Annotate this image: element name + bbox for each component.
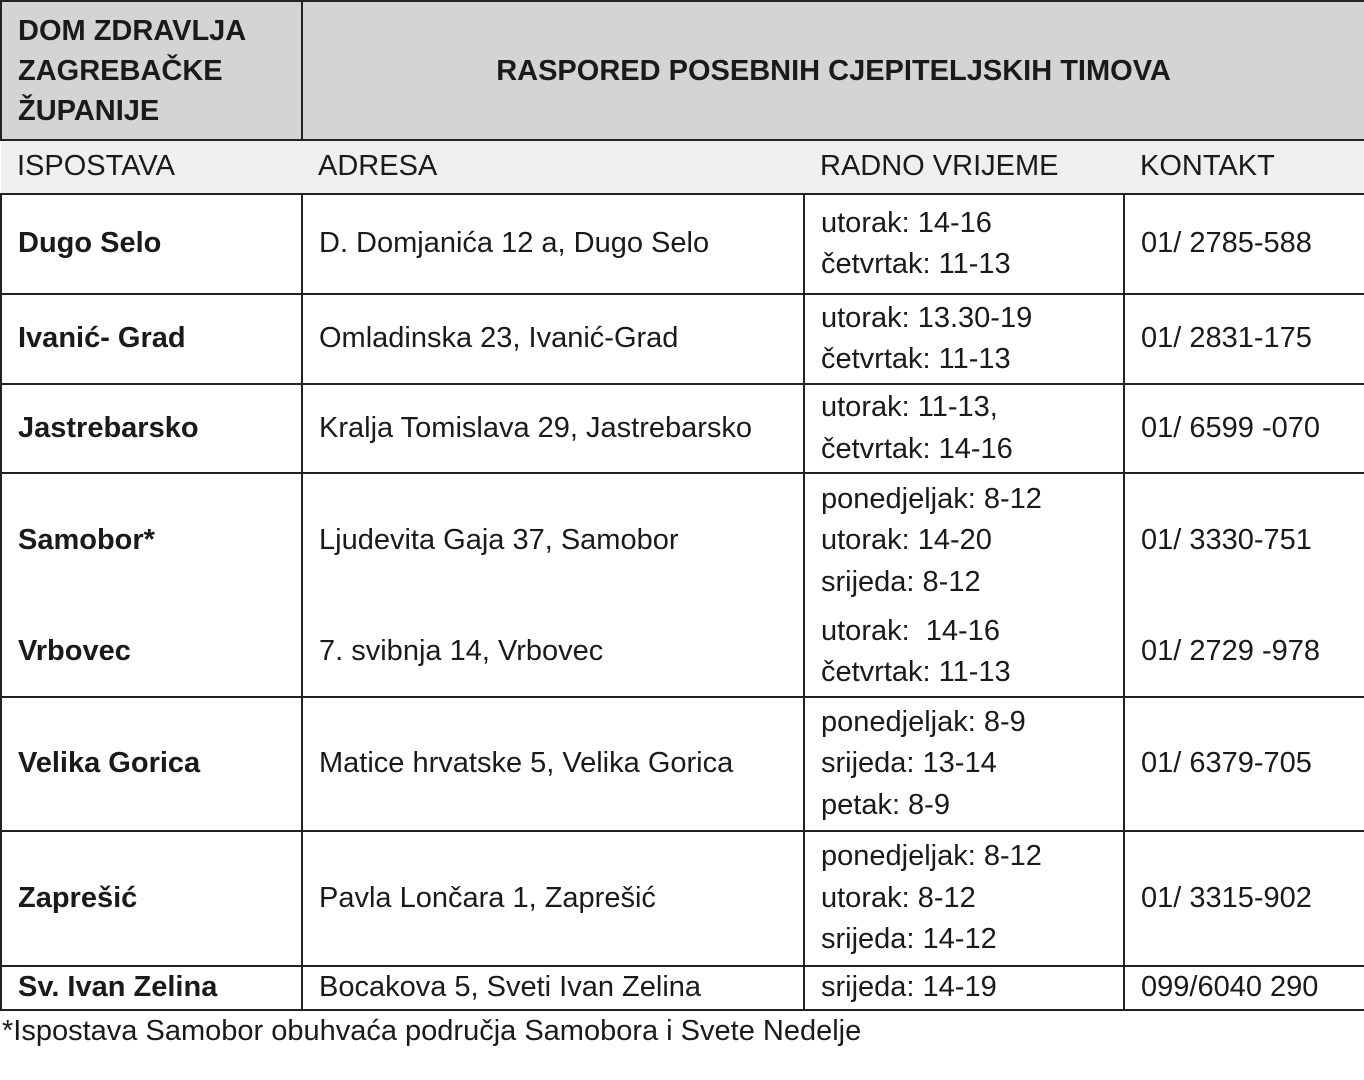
table-row (1, 473, 1364, 608)
contact-cell: 01/ 2831-175 (1124, 294, 1364, 384)
hours-line: srijeda: 14-12 (821, 923, 997, 956)
title-row (1, 1, 1364, 140)
address-cell: Omladinska 23, Ivanić-Grad (302, 294, 804, 384)
branch-cell: Vrbovec (1, 608, 302, 697)
column-header-hours: RADNO VRIJEME (804, 140, 1124, 194)
contact-cell: 01/ 3330-751 (1124, 473, 1364, 608)
branch-cell: Jastrebarsko (1, 384, 302, 473)
contact-cell: 01/ 6599 -070 (1124, 384, 1364, 473)
branch-cell: Sv. Ivan Zelina (1, 966, 302, 1010)
hours-line: ponedjeljak: 8-12 (821, 482, 1042, 515)
hours-cell (804, 194, 1124, 294)
branch-cell: Zaprešić (1, 831, 302, 966)
org-line: ZAGREBAČKE (18, 54, 223, 87)
hours-line: četvrtak: 11-13 (821, 248, 1011, 280)
contact-cell: 01/ 6379-705 (1124, 697, 1364, 831)
address-cell: Kralja Tomislava 29, Jastrebarsko (302, 384, 804, 473)
hours-line: utorak: 14-20 (821, 524, 992, 557)
table-row (1, 608, 1364, 697)
org-line: ŽUPANIJE (18, 94, 160, 127)
hours-line: utorak: 14-16 (821, 206, 992, 239)
table-row (1, 831, 1364, 966)
contact-cell: 01/ 3315-902 (1124, 831, 1364, 966)
hours-line: četvrtak: 11-13 (821, 343, 1011, 375)
contact-cell: 01/ 2729 -978 (1124, 608, 1364, 697)
branch-cell: Samobor* (1, 473, 302, 608)
hours-cell (804, 697, 1124, 831)
table-row (1, 294, 1364, 384)
hours-cell (804, 294, 1124, 384)
hours-cell (804, 966, 1124, 1010)
hours-line: utorak: 13.30-19 (821, 301, 1033, 334)
address-cell: Ljudevita Gaja 37, Samobor (302, 473, 804, 608)
column-header-row (1, 140, 1364, 194)
hours-line: četvrtak: 14-16 (821, 432, 1013, 465)
table-row (1, 384, 1364, 473)
branch-cell: Ivanić- Grad (1, 294, 302, 384)
address-cell: 7. svibnja 14, Vrbovec (302, 608, 804, 697)
hours-line: utorak: 11-13, (821, 391, 998, 423)
hours-cell (804, 608, 1124, 697)
hours-line: utorak: 8-12 (821, 881, 976, 914)
contact-cell: 099/6040 290 (1124, 966, 1364, 1010)
address-cell: Matice hrvatske 5, Velika Gorica (302, 697, 804, 831)
address-cell: Pavla Lončara 1, Zaprešić (302, 831, 804, 966)
column-header-address: ADRESA (302, 140, 804, 194)
table-title: RASPORED POSEBNIH CJEPITELJSKIH TIMOVA (302, 1, 1364, 140)
hours-line: srijeda: 14-19 (821, 971, 997, 1004)
hours-line: srijeda: 13-14 (821, 747, 997, 780)
address-cell: Bocakova 5, Sveti Ivan Zelina (302, 966, 804, 1010)
hours-line: utorak: 14-16 (821, 614, 1000, 647)
table-row (1, 194, 1364, 294)
contact-cell: 01/ 2785-588 (1124, 194, 1364, 294)
organization-name (1, 1, 302, 140)
branch-cell: Dugo Selo (1, 194, 302, 294)
hours-line: petak: 8-9 (821, 788, 950, 821)
table-row (1, 966, 1364, 1010)
hours-line: srijeda: 8-12 (821, 565, 981, 598)
table-row (1, 697, 1364, 831)
column-header-contact: KONTAKT (1124, 140, 1364, 194)
column-header-branch: ISPOSTAVA (1, 140, 302, 194)
hours-cell (804, 384, 1124, 473)
hours-cell (804, 831, 1124, 966)
org-line: DOM ZDRAVLJA (18, 14, 247, 47)
address-cell: D. Domjanića 12 a, Dugo Selo (302, 194, 804, 294)
hours-cell (804, 473, 1124, 608)
hours-line: ponedjeljak: 8-9 (821, 705, 1026, 738)
hours-line: četvrtak: 11-13 (821, 656, 1011, 688)
footnote: *Ispostava Samobor obuhvaća područja Samobora i Svete Nedelje (2, 1015, 862, 1047)
branch-cell: Velika Gorica (1, 697, 302, 831)
hours-line: ponedjeljak: 8-12 (821, 840, 1042, 873)
